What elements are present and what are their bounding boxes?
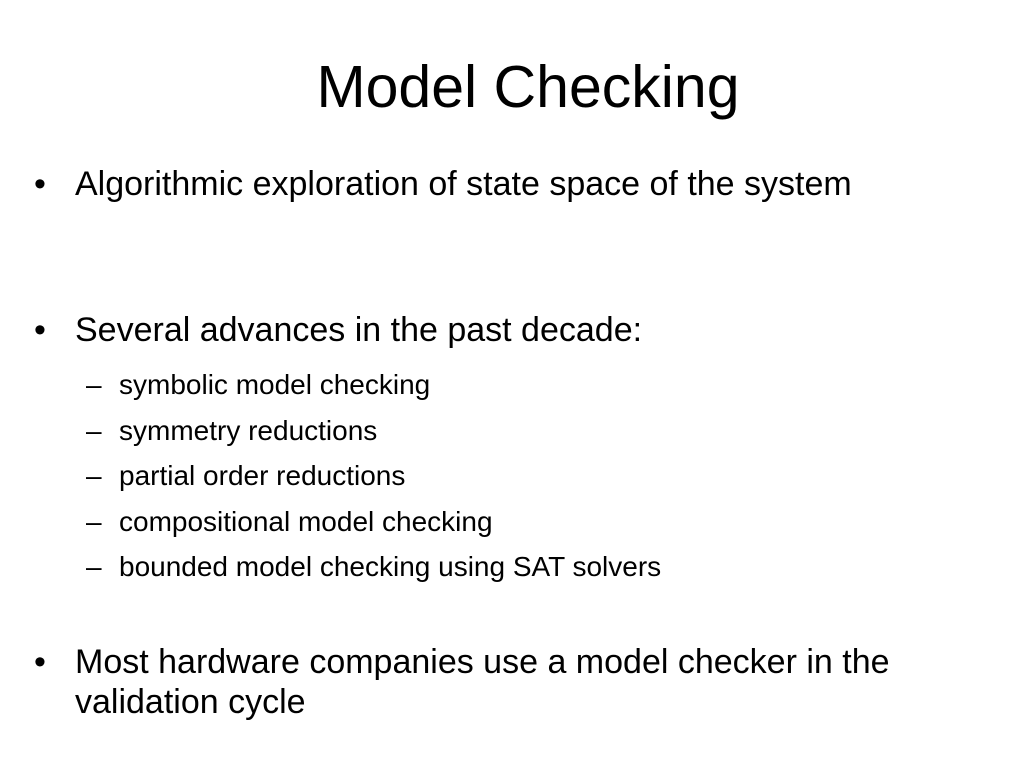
dash-mark: –: [86, 460, 102, 491]
sub-item-symmetry: [86, 408, 661, 454]
dash-mark: –: [86, 505, 102, 537]
sub-item-partial-order: [86, 453, 661, 499]
bullet-item-advances: [34, 310, 985, 350]
sub-item-text: partial order reductions: [119, 460, 406, 491]
sub-item-text: bounded model checking using SAT solvers: [119, 551, 662, 582]
bullet-item-hardware: [34, 642, 985, 722]
bullet-text: Algorithmic exploration of state space of the system: [75, 165, 852, 203]
sub-item-text: compositional model checking: [119, 505, 493, 537]
sub-item-compositional: [86, 499, 661, 545]
bullet-text: Several advances in the past decade:: [75, 311, 643, 349]
sub-item-bounded: [86, 544, 662, 590]
advances-sub-list: [86, 362, 662, 590]
slide-title: Model Checking: [316, 54, 740, 120]
sub-item-text: symbolic model checking: [119, 369, 431, 400]
sub-item-text: symmetry reductions: [119, 414, 378, 446]
dash-mark: –: [86, 414, 102, 446]
bullet-item-state-space: [34, 164, 985, 204]
bullet-mark: •: [34, 165, 46, 203]
bullet-text: Most hardware companies use a model checker in the validation cycle: [75, 643, 890, 721]
bullet-mark: •: [34, 643, 46, 681]
sub-item-symbolic: [86, 362, 661, 408]
dash-mark: –: [86, 551, 102, 582]
bullet-mark: •: [34, 311, 46, 349]
dash-mark: –: [86, 369, 102, 400]
